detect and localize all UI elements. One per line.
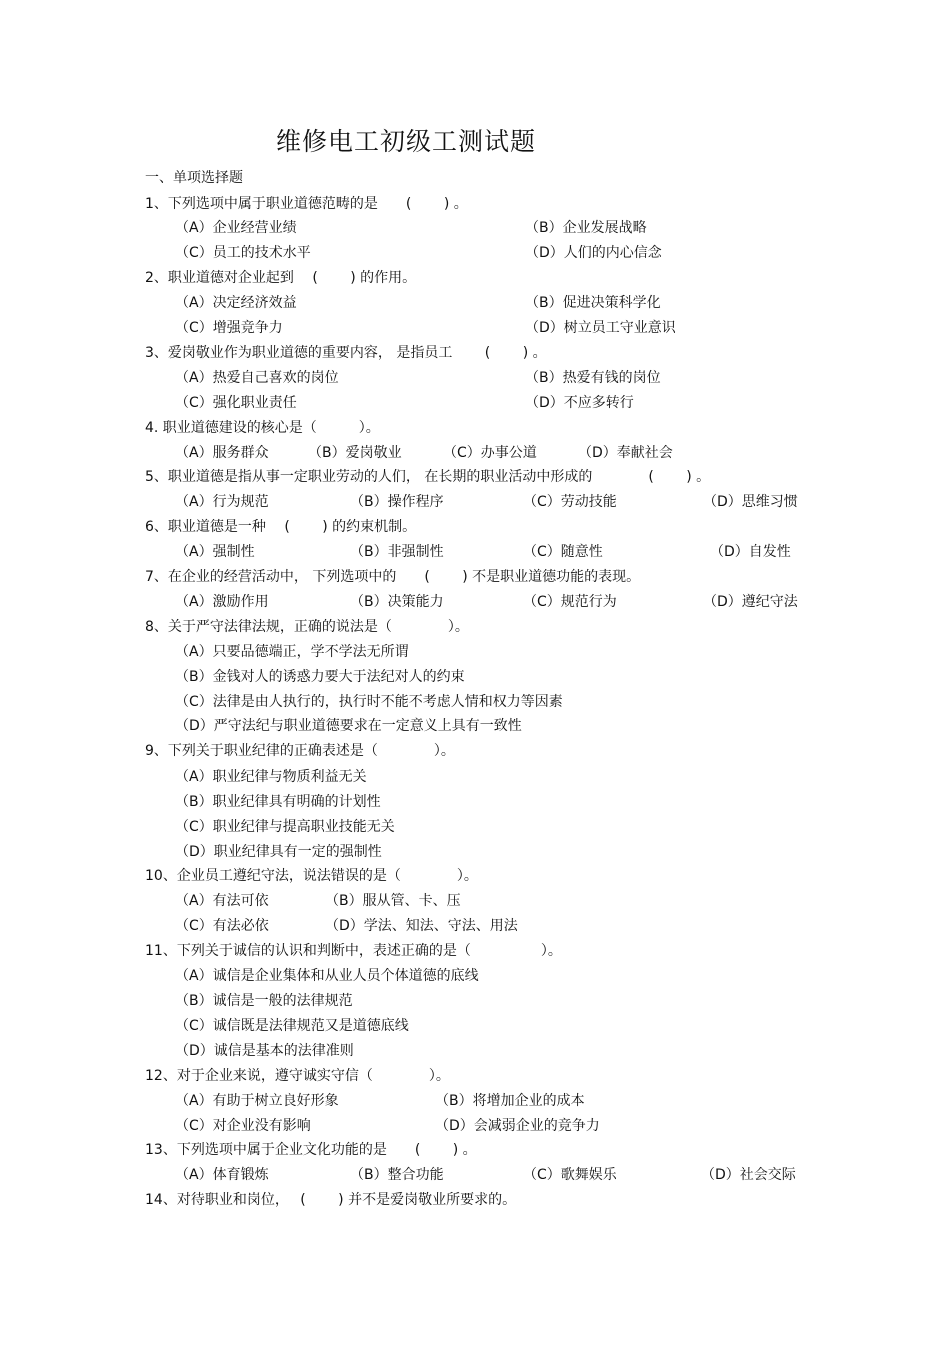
question-13-option-c: （C）歌舞娱乐 — [523, 1167, 617, 1183]
question-4-option-c: （C）办事公道 — [443, 445, 537, 461]
question-6-stem: 6、职业道德是一种 ( ) 的约束机制。 — [145, 519, 417, 535]
question-2-option-a: （A）决定经济效益 — [175, 295, 297, 311]
question-11-stem: 11、下列关于诚信的认识和判断中，表述正确的是（ ）。 — [145, 943, 562, 959]
question-7-option-c: （C）规范行为 — [523, 594, 617, 610]
question-2-stem: 2、职业道德对企业起到 ( ) 的作用。 — [145, 270, 417, 286]
question-3-stem: 3、爱岗敬业作为职业道德的重要内容， 是指员工 ( ) 。 — [145, 345, 547, 361]
question-12-option-a: （A）有助于树立良好形象 — [175, 1093, 339, 1109]
question-8-option-c: （C）法律是由人执行的，执行时不能不考虑人情和权力等因素 — [175, 694, 563, 710]
question-10-option-c: （C）有法必依 — [175, 918, 269, 934]
question-11-option-a: （A）诚信是企业集体和从业人员个体道德的底线 — [175, 968, 479, 984]
question-8-option-a: （A）只要品德端正，学不学法无所谓 — [175, 644, 409, 660]
question-12-option-c: （C）对企业没有影响 — [175, 1118, 311, 1134]
question-7-option-d: （D）遵纪守法 — [703, 594, 798, 610]
question-6-option-b: （B）非强制性 — [350, 544, 444, 560]
question-5-stem: 5、职业道德是指从事一定职业劳动的人们， 在长期的职业活动中形成的 ( ) 。 — [145, 469, 711, 485]
question-10-stem: 10、企业员工遵纪守法，说法错误的是（ ）。 — [145, 868, 478, 884]
question-14-stem: 14、对待职业和岗位， ( ) 并不是爱岗敬业所要求的。 — [145, 1192, 517, 1208]
question-4-option-b: （B）爱岗敬业 — [308, 445, 402, 461]
question-9-option-b: （B）职业纪律具有明确的计划性 — [175, 794, 381, 810]
question-8-option-b: （B）金钱对人的诱惑力要大于法纪对人的约束 — [175, 669, 465, 685]
question-1-stem: 1、下列选项中属于职业道德范畴的是 ( ) 。 — [145, 196, 468, 212]
question-1-option-b: （B）企业发展战略 — [525, 220, 647, 236]
question-8-stem: 8、关于严守法律法规，正确的说法是（ ）。 — [145, 619, 469, 635]
question-4-stem: 4. 职业道德建设的核心是（ ）。 — [145, 420, 380, 436]
question-10-option-a: （A）有法可依 — [175, 893, 269, 909]
question-9-option-a: （A）职业纪律与物质利益无关 — [175, 769, 367, 785]
question-4-option-a: （A）服务群众 — [175, 445, 269, 461]
question-7-stem: 7、在企业的经营活动中， 下列选项中的 ( ) 不是职业道德功能的表现。 — [145, 569, 641, 585]
question-2-option-d: （D）树立员工守业意识 — [525, 320, 676, 336]
question-12-stem: 12、对于企业来说，遵守诚实守信（ ）。 — [145, 1068, 450, 1084]
question-10-option-d: （D）学法、知法、守法、用法 — [325, 918, 518, 934]
question-9-option-c: （C）职业纪律与提高职业技能无关 — [175, 819, 395, 835]
question-12-option-b: （B）将增加企业的成本 — [435, 1093, 585, 1109]
question-6-option-d: （D）自发性 — [710, 544, 791, 560]
question-9-option-d: （D）职业纪律具有一定的强制性 — [175, 844, 382, 860]
question-1-option-d: （D）人们的内心信念 — [525, 245, 662, 261]
question-3-option-b: （B）热爱有钱的岗位 — [525, 370, 661, 386]
page-title: 维修电工初级工测试题 — [275, 127, 536, 156]
question-11-option-d: （D）诚信是基本的法律准则 — [175, 1043, 354, 1059]
question-11-option-b: （B）诚信是一般的法律规范 — [175, 993, 353, 1009]
question-13-option-d: （D）社会交际 — [701, 1167, 796, 1183]
question-5-option-d: （D）思维习惯 — [703, 494, 798, 510]
question-12-option-d: （D）会减弱企业的竞争力 — [435, 1118, 600, 1134]
question-11-option-c: （C）诚信既是法律规范又是道德底线 — [175, 1018, 409, 1034]
question-13-option-a: （A）体育锻炼 — [175, 1167, 269, 1183]
question-6-option-c: （C）随意性 — [523, 544, 603, 560]
section-heading: 一、单项选择题 — [145, 170, 243, 186]
question-9-stem: 9、下列关于职业纪律的正确表述是（ ）。 — [145, 743, 455, 759]
question-3-option-a: （A）热爱自己喜欢的岗位 — [175, 370, 339, 386]
question-2-option-b: （B）促进决策科学化 — [525, 295, 661, 311]
question-1-option-c: （C）员工的技术水平 — [175, 245, 311, 261]
question-4-option-d: （D）奉献社会 — [578, 445, 673, 461]
question-5-option-b: （B）操作程序 — [350, 494, 444, 510]
question-5-option-a: （A）行为规范 — [175, 494, 269, 510]
question-7-option-a: （A）激励作用 — [175, 594, 269, 610]
question-8-option-d: （D）严守法纪与职业道德要求在一定意义上具有一致性 — [175, 718, 522, 734]
question-2-option-c: （C）增强竞争力 — [175, 320, 283, 336]
question-3-option-d: （D）不应多转行 — [525, 395, 634, 411]
question-1-option-a: （A）企业经营业绩 — [175, 220, 297, 236]
question-7-option-b: （B）决策能力 — [350, 594, 444, 610]
question-6-option-a: （A）强制性 — [175, 544, 255, 560]
question-5-option-c: （C）劳动技能 — [523, 494, 617, 510]
question-10-option-b: （B）服从管、卡、压 — [325, 893, 461, 909]
question-13-option-b: （B）整合功能 — [350, 1167, 444, 1183]
question-3-option-c: （C）强化职业责任 — [175, 395, 297, 411]
question-13-stem: 13、下列选项中属于企业文化功能的是 ( ) 。 — [145, 1142, 477, 1158]
